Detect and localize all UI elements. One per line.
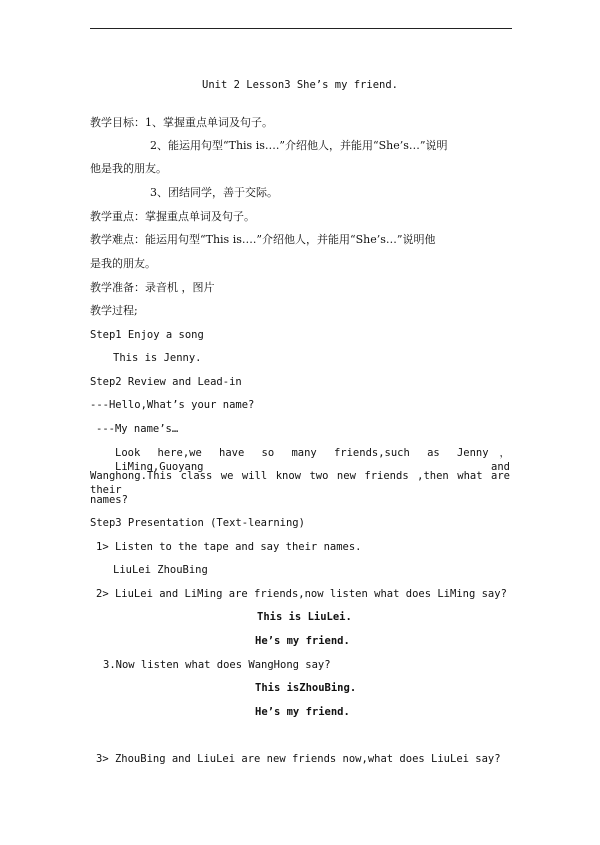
sentence-this-is-liulei: This is LiuLei. — [257, 611, 352, 623]
step3-item-3: 3.Now listen what does WangHong say? — [103, 659, 331, 671]
step3-names: LiuLei ZhouBing — [113, 564, 208, 576]
header-rule — [90, 28, 512, 29]
sentence-hes-my-friend-2: He’s my friend. — [255, 706, 350, 718]
step2-paragraph-line-1: Look here,we have so many friends,such as Jenny，LiMing,Guoyang and — [115, 447, 510, 473]
lesson-title: Unit 2 Lesson3 She’s my friend. — [202, 79, 398, 91]
process-heading: 教学过程; — [90, 304, 138, 317]
difficulty-line-2: 是我的朋友。 — [90, 257, 156, 270]
objective-1: 教学目标：1、掌握重点单词及句子。 — [90, 116, 273, 129]
step2-question: ---Hello,What’s your name? — [90, 399, 255, 411]
sentence-hes-my-friend-1: He’s my friend. — [255, 635, 350, 647]
step2-paragraph-line-3: names? — [90, 494, 128, 506]
step3-item-4: 3> ZhouBing and LiuLei are new friends now,what does LiuLei say? — [96, 753, 501, 765]
step2-paragraph-line-2: Wanghong.This class we will know two new friends ,then what are their — [90, 470, 510, 496]
objective-3: 3、团结同学，善于交际。 — [150, 186, 278, 199]
step3-item-1: 1> Listen to the tape and say their names. — [96, 541, 362, 553]
key-points: 教学重点：掌握重点单词及句子。 — [90, 210, 255, 223]
step2-answer: ---My name’s… — [96, 423, 179, 435]
preparation: 教学准备：录音机 ，图片 — [90, 281, 215, 294]
step1-line: This is Jenny. — [113, 352, 202, 364]
objective-2-line-2: 他是我的朋友。 — [90, 162, 167, 175]
sentence-this-is-zhoubing: This isZhouBing. — [255, 682, 357, 694]
difficulty-line-1: 教学难点：能运用句型“This is….”介绍他人，并能用“She’s…”说明他 — [90, 233, 436, 246]
step3-heading: Step3 Presentation (Text-learning) — [90, 517, 305, 529]
objective-2-line-1: 2、能运用句型“This is….”介绍他人，并能用“She’s…”说明 — [150, 139, 448, 152]
step2-heading: Step2 Review and Lead-in — [90, 376, 242, 388]
step3-item-2: 2> LiuLei and LiMing are friends,now listen what does LiMing say? — [96, 588, 507, 600]
step1-heading: Step1 Enjoy a song — [90, 329, 204, 341]
